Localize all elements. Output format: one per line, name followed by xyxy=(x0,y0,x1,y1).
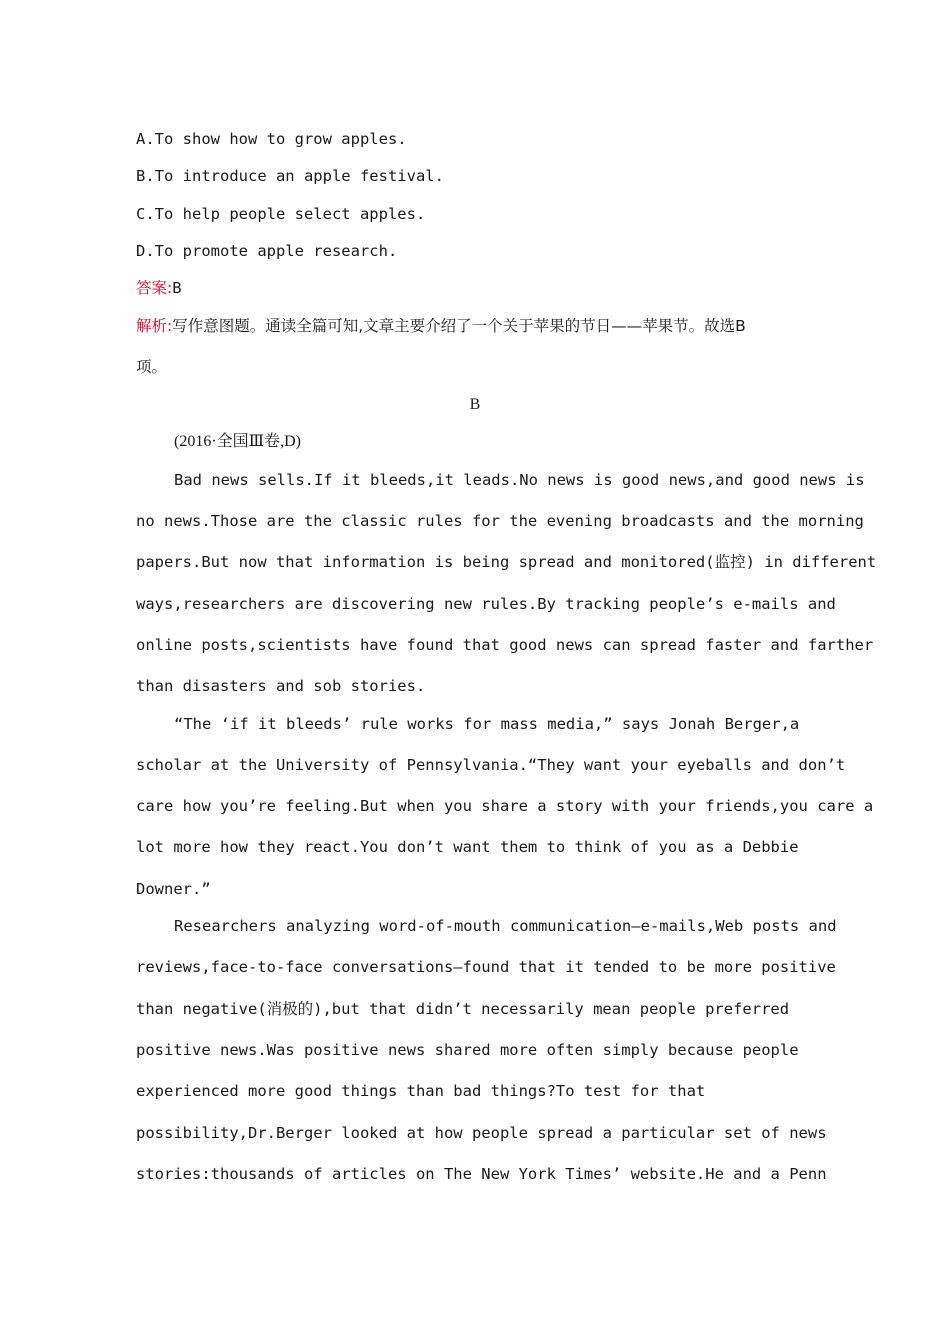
passage-line: reviews,face-to-face conversations—found that it tended to be more positive xyxy=(136,958,836,976)
passage-line: Researchers analyzing word-of-mouth communication—e-mails,Web posts and xyxy=(174,917,837,935)
passage-line: Bad news sells.If it bleeds,it leads.No news is good news,and good news is xyxy=(174,471,865,489)
passage-line: scholar at the University of Pennsylvania.“They want your eyeballs and don’t xyxy=(136,756,846,774)
passage-line: than disasters and sob stories. xyxy=(136,677,426,695)
answer-value: B xyxy=(172,279,182,297)
option-c: C.To help people select apples. xyxy=(136,205,426,223)
passage-line: care how you’re feeling.But when you share a story with your friends,you care a xyxy=(136,797,874,815)
option-d: D.To promote apple research. xyxy=(136,242,398,260)
passage-line: than negative(消极的),but that didn’t necessarily mean people preferred xyxy=(136,1000,790,1018)
analysis-label: 解析: xyxy=(136,317,173,335)
passage-line: lot more how they react.You don’t want them to think of you as a Debbie xyxy=(136,838,799,856)
passage-line: stories:thousands of articles on The New York Times’ website.He and a Penn xyxy=(136,1165,827,1183)
answer-label: 答案: xyxy=(136,279,173,297)
passage-line: online posts,scientists have found that good news can spread faster and farther xyxy=(136,636,874,654)
passage-line: ways,researchers are discovering new rules.By tracking people’s e-mails and xyxy=(136,595,836,613)
passage-line: Downer.” xyxy=(136,880,211,898)
passage-line: no news.Those are the classic rules for the evening broadcasts and the morning xyxy=(136,512,864,530)
analysis-text-continued: 项。 xyxy=(136,358,168,376)
answer-row xyxy=(136,278,182,298)
analysis-row xyxy=(136,316,746,336)
option-a: A.To show how to grow apples. xyxy=(136,130,407,148)
option-b: B.To introduce an apple festival. xyxy=(136,167,444,185)
passage-line: “The ‘if it bleeds’ rule works for mass media,” says Jonah Berger,a xyxy=(174,715,800,733)
passage-line: possibility,Dr.Berger looked at how people spread a particular set of news xyxy=(136,1124,827,1142)
analysis-text: 写作意图题。通读全篇可知,文章主要介绍了一个关于苹果的节日——苹果节。故选B xyxy=(172,317,746,335)
passage-line: positive news.Was positive news shared more often simply because people xyxy=(136,1041,799,1059)
passage-source: (2016·全国Ⅲ卷,D) xyxy=(174,433,301,450)
passage-line: papers.But now that information is being spread and monitored(监控) in different xyxy=(136,553,877,571)
section-title: B xyxy=(469,396,481,413)
passage-line: experienced more good things than bad things?To test for that xyxy=(136,1082,706,1100)
